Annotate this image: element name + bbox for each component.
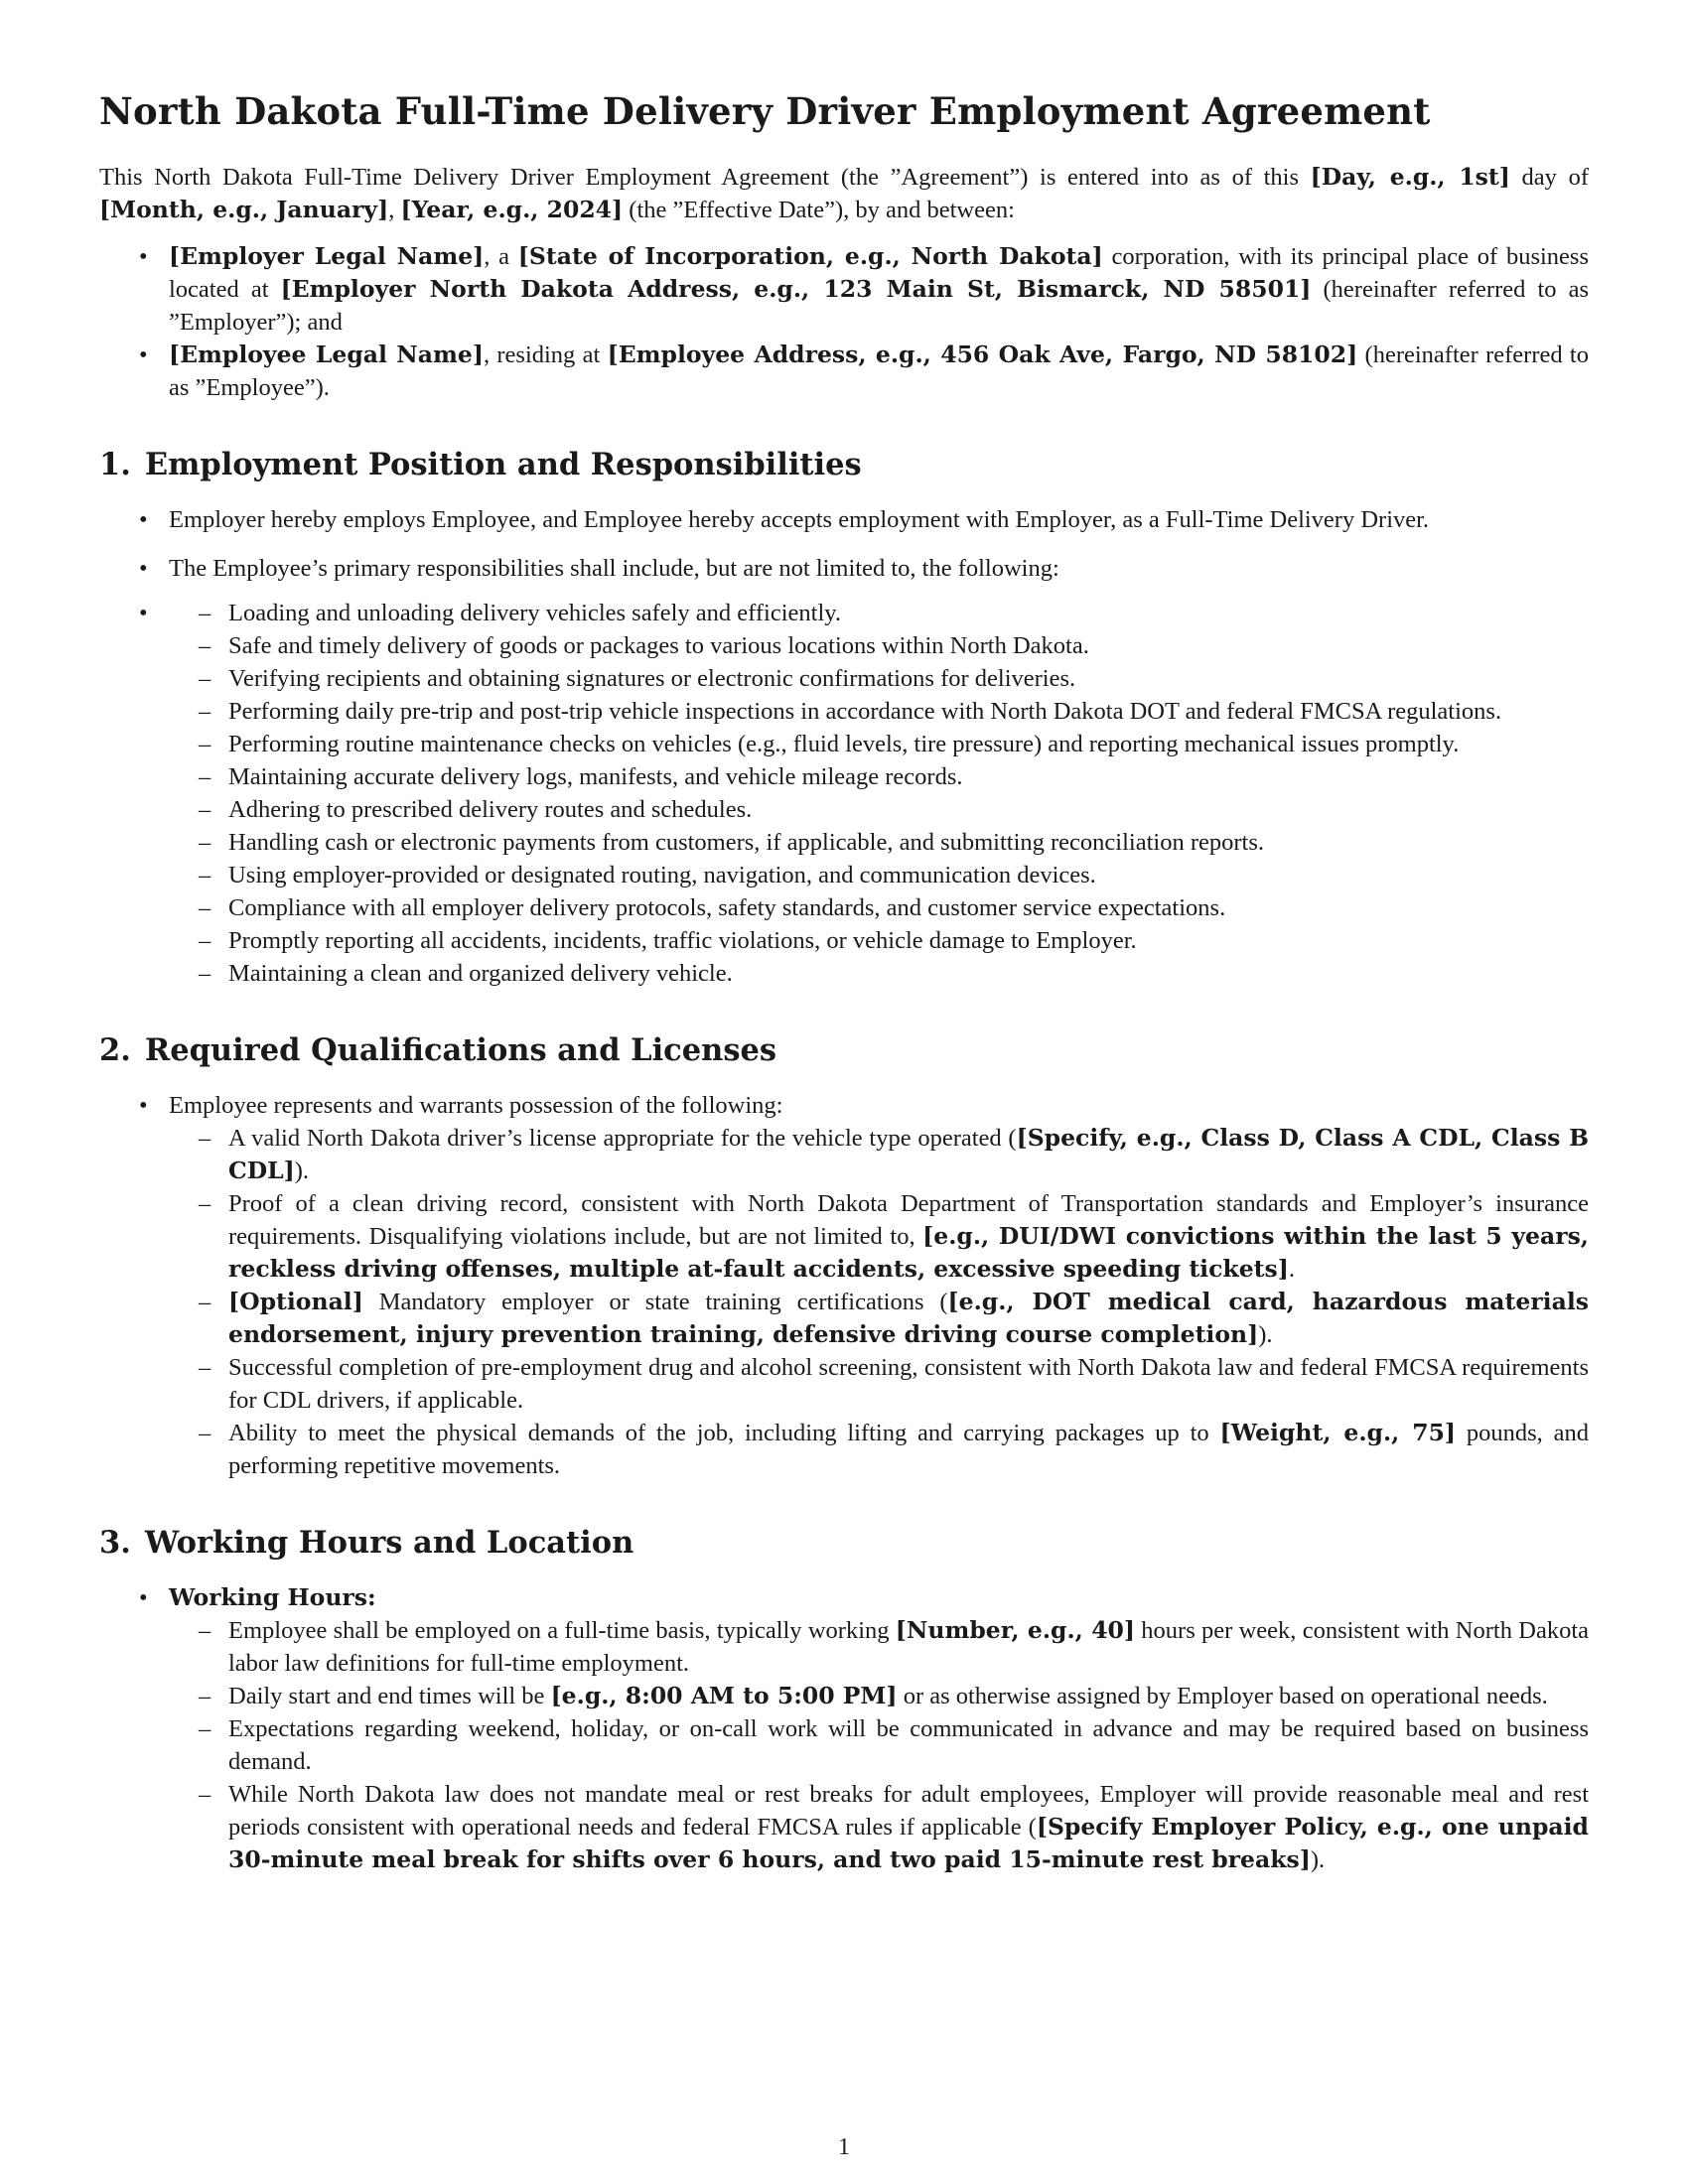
section-1-title: Employment Position and Responsibilities: [144, 447, 862, 482]
section-2-lead: [99, 1089, 1589, 1482]
optional-placeholder: [Optional]: [228, 1288, 363, 1315]
section-1-heading: [99, 446, 1589, 483]
section-1-sublist-container: [99, 597, 1589, 990]
weight-placeholder: [Weight, e.g., 75]: [1219, 1419, 1457, 1446]
certifications-placeholder: [e.g., DOT medical card, hazardous materials endorsement, injury prevention training, defensive driving course completion]: [228, 1288, 1589, 1348]
employee-name-placeholder: [Employee Legal Name]: [169, 341, 484, 368]
qualification-license-text: A valid North Dakota driver’s license appropriate for the vehicle type operated (: [228, 1125, 1017, 1152]
employer-text-1: , a: [484, 243, 518, 270]
employer-address-placeholder: [Employer North Dakota Address, e.g., 123 Main St, Bismarck, ND 58501]: [280, 275, 1312, 303]
daily-times-text: Daily start and end times will be: [228, 1683, 551, 1709]
party-employee: [99, 339, 1589, 404]
driving-record-text: Proof of a clean driving record, consistent with North Dakota Department of Transportation standards and Employer’s insurance requirements. Disqualifying violations include, but are not limited to,: [228, 1190, 1589, 1250]
section-1-paragraph-2: [99, 552, 1589, 585]
certifications-text: Mandatory employer or state training certifications (: [362, 1289, 948, 1315]
section-1-paragraph-1: • Employer hereby employs Employee, and Employee hereby accepts employment with Employer, as a Full-Time Delivery Driver.: [99, 503, 1589, 536]
section-2-heading: [99, 1031, 1589, 1069]
physical-end: pounds, and performing repetitive movements.: [228, 1420, 1589, 1479]
section-1-paragraph-2-text: The Employee’s primary responsibilities shall include, but are not limited to, the following:: [169, 555, 1059, 582]
qualification-drug-screening: – Successful completion of pre-employment drug and alcohol screening, consistent with North Dakota law and federal FMCSA requirements for CDL drivers, if applicable.: [169, 1351, 1589, 1417]
section-3-lead: [99, 1581, 1589, 1876]
physical-text: Ability to meet the physical demands of the job, including lifting and carrying packages up to: [228, 1420, 1220, 1446]
list-item: – Compliance with all employer delivery protocols, safety standards, and customer service expectations.: [169, 891, 1589, 924]
section-1-number: 1.: [99, 447, 131, 482]
intro-text-3: ,: [388, 197, 401, 223]
section-2-lead-text: Employee represents and warrants possession of the following:: [169, 1092, 783, 1119]
employer-name-placeholder: [Employer Legal Name]: [169, 242, 485, 270]
section-3-heading: [99, 1524, 1589, 1562]
list-item: – Adhering to prescribed delivery routes and schedules.: [169, 793, 1589, 826]
employee-text-2: (hereinafter referred to as ”Employee”).: [169, 341, 1589, 401]
intro-year-placeholder: [Year, e.g., 2024]: [400, 196, 624, 223]
hours-breaks: [169, 1778, 1589, 1876]
section-3-list: [99, 1581, 1589, 1876]
intro-text-4: (the ”Effective Date”), by and between:: [623, 197, 1015, 223]
section-2-number: 2.: [99, 1032, 131, 1068]
employee-text-1: , residing at: [483, 341, 608, 368]
section-3-hours: [99, 1614, 1589, 1876]
list-item: – Performing routine maintenance checks on vehicles (e.g., fluid levels, tire pressure) and reporting mechanical issues promptly.: [169, 728, 1589, 760]
list-item: – Handling cash or electronic payments from customers, if applicable, and submitting reconciliation reports.: [169, 826, 1589, 859]
section-2-list: [99, 1089, 1589, 1482]
breaks-end: ).: [1310, 1846, 1326, 1873]
daily-times-end: or as otherwise assigned by Employer based on operational needs.: [897, 1683, 1548, 1709]
hours-full-time: [169, 1614, 1589, 1680]
list-item: – Performing daily pre-trip and post-trip vehicle inspections in accordance with North Dakota DOT and federal FMCSA regulations.: [169, 695, 1589, 728]
hours-number-placeholder: [Number, e.g., 40]: [895, 1616, 1136, 1644]
employee-address-placeholder: [Employee Address, e.g., 456 Oak Ave, Fargo, ND 58102]: [607, 341, 1358, 368]
employer-text-2: corporation, with its principal place of business located at: [169, 243, 1590, 303]
intro-text-2: day of: [1509, 164, 1589, 191]
hours-full-time-text: Employee shall be employed on a full-time basis, typically working: [228, 1617, 896, 1644]
qualification-physical: [169, 1417, 1589, 1482]
section-1-sublist-wrapper: [99, 597, 1589, 990]
intro-day-placeholder: [Day, e.g., 1st]: [1310, 163, 1510, 191]
list-item: – Verifying recipients and obtaining signatures or electronic confirmations for deliveries.: [169, 662, 1589, 695]
hours-full-time-end: hours per week, consistent with North Dakota labor law definitions for full-time employment.: [228, 1617, 1589, 1677]
qualification-certifications: [169, 1286, 1589, 1351]
list-item: – Promptly reporting all accidents, incidents, traffic violations, or vehicle damage to Employer.: [169, 924, 1589, 957]
employer-text-3: (hereinafter referred to as ”Employer”); and: [169, 276, 1590, 336]
list-item: – Using employer-provided or designated routing, navigation, and communication devices.: [169, 859, 1589, 891]
document-page: [99, 89, 1589, 1876]
certifications-end: ).: [1258, 1321, 1273, 1348]
section-2-title: Required Qualifications and Licenses: [144, 1032, 777, 1068]
violations-placeholder: [e.g., DUI/DWI convictions within the last 5 years, reckless driving offenses, multiple at-fault accidents, excessive speeding tickets]: [228, 1222, 1589, 1283]
section-1-responsibilities: [169, 597, 1589, 990]
intro-paragraph: [99, 161, 1589, 226]
section-1-list: [99, 503, 1589, 585]
document-title: North Dakota Full-Time Delivery Driver Employment Agreement: [99, 89, 1431, 133]
daily-times-placeholder: [e.g., 8:00 AM to 5:00 PM]: [550, 1682, 898, 1709]
party-employer: [99, 240, 1589, 339]
employer-state-placeholder: [State of Incorporation, e.g., North Dakota]: [517, 242, 1103, 270]
breaks-text: While North Dakota law does not mandate meal or rest breaks for adult employees, Employer will provide reasonable meal and rest periods consistent with operational needs and federal FMCSA rules if applicable (: [228, 1781, 1589, 1841]
intro-text-1: This North Dakota Full-Time Delivery Driver Employment Agreement (the ”Agreement”) is entered into as of this: [99, 164, 1311, 191]
section-3-title: Working Hours and Location: [144, 1525, 634, 1561]
hours-weekend: – Expectations regarding weekend, holiday, or on-call work will be communicated in advance and may be required based on business demand.: [169, 1712, 1589, 1778]
list-item: – Maintaining accurate delivery logs, manifests, and vehicle mileage records.: [169, 760, 1589, 793]
qualification-license: [169, 1122, 1589, 1187]
hours-daily-times: [169, 1680, 1589, 1712]
section-2-qualifications: [99, 1122, 1589, 1482]
license-class-placeholder: [Specify, e.g., Class D, Class A CDL, Class B CDL]: [228, 1124, 1589, 1184]
list-item: – Maintaining a clean and organized delivery vehicle.: [169, 957, 1589, 990]
working-hours-label: Working Hours:: [169, 1583, 376, 1611]
breaks-policy-placeholder: [Specify Employer Policy, e.g., one unpaid 30-minute meal break for shifts over 6 hours, and two paid 15-minute rest breaks]: [228, 1813, 1589, 1873]
page-number: 1: [838, 2134, 850, 2160]
list-item: – Safe and timely delivery of goods or packages to various locations within North Dakota.: [169, 629, 1589, 662]
qualification-license-end: ).: [294, 1158, 310, 1184]
section-3-number: 3.: [99, 1525, 131, 1561]
parties-list: [99, 240, 1589, 404]
driving-record-end: .: [1288, 1256, 1295, 1283]
intro-month-placeholder: [Month, e.g., January]: [99, 196, 389, 223]
qualification-driving-record: [169, 1187, 1589, 1286]
list-item: – • Loading and unloading delivery vehicles safely and efficiently.: [169, 597, 1589, 629]
